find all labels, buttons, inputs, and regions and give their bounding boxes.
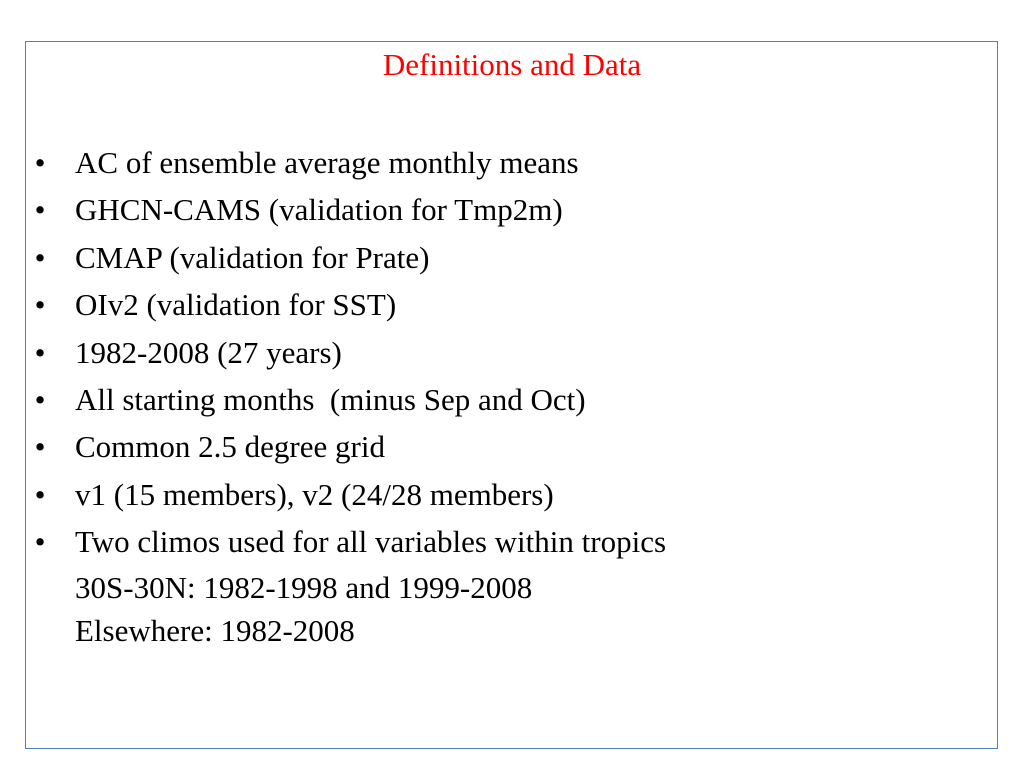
bullet-item-oiv2 xyxy=(30,281,666,328)
bullet-icon: • xyxy=(34,334,46,370)
bullet-item-climos xyxy=(30,518,666,651)
bullet-item-years xyxy=(30,329,666,376)
bullet-text: OIv2 (validation for SST) xyxy=(75,287,397,323)
bullet-item-ac xyxy=(30,139,666,186)
bullet-icon: • xyxy=(34,145,46,180)
bullet-text: AC of ensemble average monthly means xyxy=(75,145,579,180)
bullet-text: GHCN-CAMS (validation for Tmp2m) xyxy=(75,192,563,228)
bullet-icon: • xyxy=(34,524,46,560)
bullet-icon: • xyxy=(34,239,46,275)
bullet-icon: • xyxy=(34,476,46,512)
bullet-text: v1 (15 members), v2 (24/28 members) xyxy=(75,476,554,512)
bullet-text: CMAP (validation for Prate) xyxy=(75,239,430,275)
bullet-text: Common 2.5 degree grid xyxy=(75,429,385,465)
bullet-icon: • xyxy=(34,429,46,465)
bullet-icon: • xyxy=(34,287,46,323)
bullet-item-members xyxy=(30,471,666,518)
bullet-list xyxy=(30,139,666,652)
bullet-item-cmap xyxy=(30,234,666,281)
bullet-text: All starting months (minus Sep and Oct) xyxy=(75,381,586,417)
bullet-icon: • xyxy=(34,192,46,228)
bullet-item-grid xyxy=(30,423,666,470)
bullet-item-months xyxy=(30,376,666,423)
continuation-line-tropics: 30S-30N: 1982-1998 and 1999-2008 xyxy=(75,569,533,605)
bullet-item-ghcn xyxy=(30,186,666,233)
slide-title: Definitions and Data xyxy=(382,47,642,82)
bullet-text: 1982-2008 (27 years) xyxy=(75,334,342,370)
bullet-icon: • xyxy=(34,381,46,417)
continuation-line-elsewhere: Elsewhere: 1982-2008 xyxy=(75,612,355,648)
bullet-text: Two climos used for all variables within tropics xyxy=(75,524,667,560)
